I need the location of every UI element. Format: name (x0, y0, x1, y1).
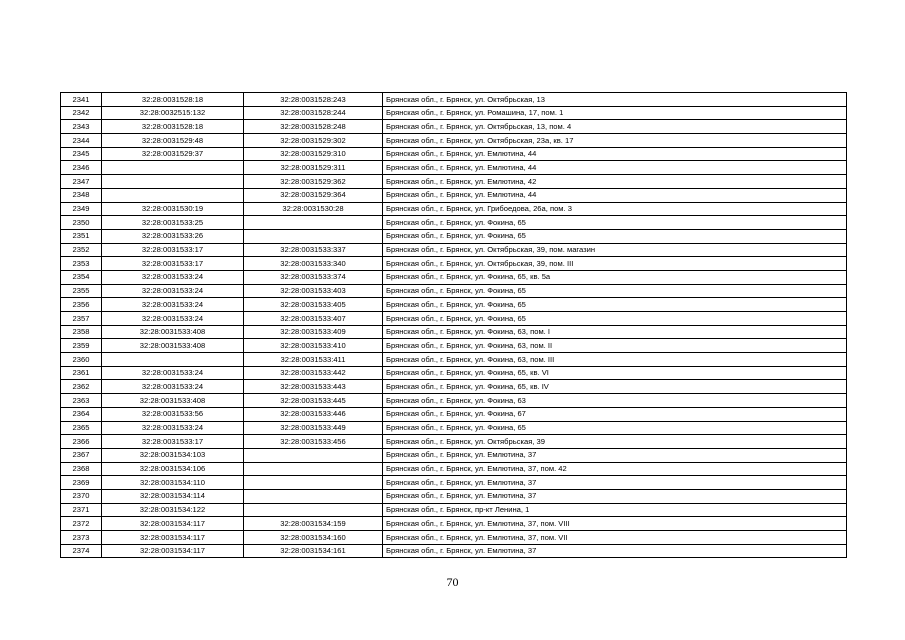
address-cell: Брянская обл., г. Брянск, пр-кт Ленина, 1 (383, 503, 847, 517)
row-number-cell: 2341 (61, 93, 102, 107)
row-number-cell: 2346 (61, 161, 102, 175)
table-row (61, 531, 847, 545)
object-cadastral-number-cell: 32:28:0031533:411 (244, 353, 383, 367)
address-cell: Брянская обл., г. Брянск, ул. Фокина, 65 (383, 216, 847, 230)
table-row (61, 544, 847, 558)
land-cadastral-number-cell: 32:28:0031533:408 (102, 394, 244, 408)
page-number: 70 (446, 575, 459, 589)
address-cell: Брянская обл., г. Брянск, ул. Емлютина, 44 (383, 188, 847, 202)
land-cadastral-number-cell: 32:28:0031534:106 (102, 462, 244, 476)
object-cadastral-number-cell (244, 503, 383, 517)
object-cadastral-number-cell: 32:28:0031528:243 (244, 93, 383, 107)
object-cadastral-number-cell: 32:28:0031533:443 (244, 380, 383, 394)
land-cadastral-number-cell: 32:28:0031533:24 (102, 312, 244, 326)
land-cadastral-number-cell: 32:28:0031534:117 (102, 517, 244, 531)
table-row (61, 353, 847, 367)
object-cadastral-number-cell: 32:28:0031534:160 (244, 531, 383, 545)
object-cadastral-number-cell: 32:28:0031533:409 (244, 325, 383, 339)
object-cadastral-number-cell (244, 216, 383, 230)
table-row (61, 407, 847, 421)
land-cadastral-number-cell: 32:28:0031533:17 (102, 435, 244, 449)
land-cadastral-number-cell: 32:28:0031529:37 (102, 147, 244, 161)
land-cadastral-number-cell: 32:28:0031528:18 (102, 120, 244, 134)
row-number-cell: 2369 (61, 476, 102, 490)
address-cell: Брянская обл., г. Брянск, ул. Емлютина, 42 (383, 175, 847, 189)
object-cadastral-number-cell: 32:28:0031533:407 (244, 312, 383, 326)
table-row (61, 161, 847, 175)
address-cell: Брянская обл., г. Брянск, ул. Октябрьская, 39, пом. магазин (383, 243, 847, 257)
land-cadastral-number-cell: 32:28:0031533:56 (102, 407, 244, 421)
address-cell: Брянская обл., г. Брянск, ул. Фокина, 65, кв. IV (383, 380, 847, 394)
row-number-cell: 2352 (61, 243, 102, 257)
table-row (61, 270, 847, 284)
row-number-cell: 2348 (61, 188, 102, 202)
row-number-cell: 2349 (61, 202, 102, 216)
object-cadastral-number-cell: 32:28:0031529:310 (244, 147, 383, 161)
table-row (61, 216, 847, 230)
row-number-cell: 2368 (61, 462, 102, 476)
land-cadastral-number-cell: 32:28:0031533:24 (102, 380, 244, 394)
object-cadastral-number-cell: 32:28:0031529:362 (244, 175, 383, 189)
object-cadastral-number-cell: 32:28:0031530:28 (244, 202, 383, 216)
table-row (61, 380, 847, 394)
row-number-cell: 2363 (61, 394, 102, 408)
address-cell: Брянская обл., г. Брянск, ул. Фокина, 63 (383, 394, 847, 408)
table-row (61, 366, 847, 380)
land-cadastral-number-cell: 32:28:0031533:17 (102, 243, 244, 257)
table-row (61, 312, 847, 326)
address-cell: Брянская обл., г. Брянск, ул. Фокина, 65, кв. VI (383, 366, 847, 380)
land-cadastral-number-cell: 32:28:0031533:24 (102, 366, 244, 380)
object-cadastral-number-cell (244, 448, 383, 462)
row-number-cell: 2366 (61, 435, 102, 449)
object-cadastral-number-cell: 32:28:0031533:337 (244, 243, 383, 257)
row-number-cell: 2361 (61, 366, 102, 380)
table-row (61, 93, 847, 107)
registry-table (60, 92, 847, 558)
table-row (61, 120, 847, 134)
land-cadastral-number-cell: 32:28:0031534:122 (102, 503, 244, 517)
object-cadastral-number-cell: 32:28:0031528:248 (244, 120, 383, 134)
address-cell: Брянская обл., г. Брянск, ул. Фокина, 65 (383, 229, 847, 243)
land-cadastral-number-cell: 32:28:0031534:117 (102, 544, 244, 558)
row-number-cell: 2351 (61, 229, 102, 243)
table-row (61, 229, 847, 243)
table-row (61, 106, 847, 120)
address-cell: Брянская обл., г. Брянск, ул. Ромашина, 17, пом. 1 (383, 106, 847, 120)
land-cadastral-number-cell: 32:28:0031528:18 (102, 93, 244, 107)
object-cadastral-number-cell: 32:28:0031533:456 (244, 435, 383, 449)
table-row (61, 298, 847, 312)
table-row (61, 448, 847, 462)
table-row (61, 339, 847, 353)
object-cadastral-number-cell: 32:28:0031529:302 (244, 134, 383, 148)
table-row (61, 243, 847, 257)
land-cadastral-number-cell (102, 353, 244, 367)
land-cadastral-number-cell: 32:28:0031533:24 (102, 421, 244, 435)
land-cadastral-number-cell: 32:28:0031530:19 (102, 202, 244, 216)
row-number-cell: 2358 (61, 325, 102, 339)
address-cell: Брянская обл., г. Брянск, ул. Фокина, 65 (383, 298, 847, 312)
table-row (61, 503, 847, 517)
address-cell: Брянская обл., г. Брянск, ул. Октябрьская, 39, пом. III (383, 257, 847, 271)
land-cadastral-number-cell: 32:28:0031533:26 (102, 229, 244, 243)
table-row (61, 147, 847, 161)
object-cadastral-number-cell: 32:28:0031534:159 (244, 517, 383, 531)
object-cadastral-number-cell: 32:28:0031533:405 (244, 298, 383, 312)
table-row (61, 188, 847, 202)
object-cadastral-number-cell: 32:28:0031529:364 (244, 188, 383, 202)
address-cell: Брянская обл., г. Брянск, ул. Октябрьская, 13 (383, 93, 847, 107)
address-cell: Брянская обл., г. Брянск, ул. Октябрьская, 13, пом. 4 (383, 120, 847, 134)
row-number-cell: 2374 (61, 544, 102, 558)
address-cell: Брянская обл., г. Брянск, ул. Фокина, 63, пом. I (383, 325, 847, 339)
table-row (61, 202, 847, 216)
object-cadastral-number-cell (244, 476, 383, 490)
land-cadastral-number-cell: 32:28:0031533:17 (102, 257, 244, 271)
table-row (61, 462, 847, 476)
address-cell: Брянская обл., г. Брянск, ул. Фокина, 67 (383, 407, 847, 421)
table-row (61, 476, 847, 490)
row-number-cell: 2362 (61, 380, 102, 394)
row-number-cell: 2345 (61, 147, 102, 161)
address-cell: Брянская обл., г. Брянск, ул. Емлютина, 44 (383, 147, 847, 161)
land-cadastral-number-cell (102, 161, 244, 175)
address-cell: Брянская обл., г. Брянск, ул. Емлютина, 37 (383, 448, 847, 462)
row-number-cell: 2373 (61, 531, 102, 545)
object-cadastral-number-cell: 32:28:0031533:374 (244, 270, 383, 284)
object-cadastral-number-cell: 32:28:0031533:442 (244, 366, 383, 380)
address-cell: Брянская обл., г. Брянск, ул. Фокина, 63, пом. II (383, 339, 847, 353)
address-cell: Брянская обл., г. Брянск, ул. Фокина, 63, пом. III (383, 353, 847, 367)
address-cell: Брянская обл., г. Брянск, ул. Октябрьская, 23а, кв. 17 (383, 134, 847, 148)
land-cadastral-number-cell: 32:28:0031533:24 (102, 284, 244, 298)
address-cell: Брянская обл., г. Брянск, ул. Емлютина, 37, пом. 42 (383, 462, 847, 476)
table-row (61, 134, 847, 148)
row-number-cell: 2344 (61, 134, 102, 148)
address-cell: Брянская обл., г. Брянск, ул. Фокина, 65 (383, 284, 847, 298)
object-cadastral-number-cell: 32:28:0031528:244 (244, 106, 383, 120)
object-cadastral-number-cell (244, 462, 383, 476)
table-row (61, 325, 847, 339)
row-number-cell: 2350 (61, 216, 102, 230)
object-cadastral-number-cell (244, 489, 383, 503)
land-cadastral-number-cell (102, 175, 244, 189)
address-cell: Брянская обл., г. Брянск, ул. Грибоедова, 26а, пом. 3 (383, 202, 847, 216)
address-cell: Брянская обл., г. Брянск, ул. Емлютина, 37, пом. VIII (383, 517, 847, 531)
object-cadastral-number-cell: 32:28:0031533:449 (244, 421, 383, 435)
table-row (61, 421, 847, 435)
land-cadastral-number-cell: 32:28:0031529:48 (102, 134, 244, 148)
land-cadastral-number-cell: 32:28:0031533:24 (102, 298, 244, 312)
row-number-cell: 2372 (61, 517, 102, 531)
address-cell: Брянская обл., г. Брянск, ул. Емлютина, 37 (383, 489, 847, 503)
object-cadastral-number-cell: 32:28:0031533:446 (244, 407, 383, 421)
land-cadastral-number-cell: 32:28:0031533:24 (102, 270, 244, 284)
land-cadastral-number-cell (102, 188, 244, 202)
address-cell: Брянская обл., г. Брянск, ул. Фокина, 65 (383, 421, 847, 435)
table-row (61, 489, 847, 503)
row-number-cell: 2360 (61, 353, 102, 367)
land-cadastral-number-cell: 32:28:0031533:408 (102, 325, 244, 339)
address-cell: Брянская обл., г. Брянск, ул. Октябрьская, 39 (383, 435, 847, 449)
row-number-cell: 2367 (61, 448, 102, 462)
address-cell: Брянская обл., г. Брянск, ул. Фокина, 65, кв. 5а (383, 270, 847, 284)
object-cadastral-number-cell: 32:28:0031533:403 (244, 284, 383, 298)
row-number-cell: 2365 (61, 421, 102, 435)
land-cadastral-number-cell: 32:28:0031534:110 (102, 476, 244, 490)
row-number-cell: 2370 (61, 489, 102, 503)
land-cadastral-number-cell: 32:28:0032515:132 (102, 106, 244, 120)
row-number-cell: 2347 (61, 175, 102, 189)
address-cell: Брянская обл., г. Брянск, ул. Фокина, 65 (383, 312, 847, 326)
object-cadastral-number-cell: 32:28:0031533:410 (244, 339, 383, 353)
row-number-cell: 2342 (61, 106, 102, 120)
row-number-cell: 2359 (61, 339, 102, 353)
object-cadastral-number-cell: 32:28:0031534:161 (244, 544, 383, 558)
table-row (61, 175, 847, 189)
address-cell: Брянская обл., г. Брянск, ул. Емлютина, 37 (383, 544, 847, 558)
address-cell: Брянская обл., г. Брянск, ул. Емлютина, 37 (383, 476, 847, 490)
table-row (61, 435, 847, 449)
row-number-cell: 2371 (61, 503, 102, 517)
row-number-cell: 2364 (61, 407, 102, 421)
address-cell: Брянская обл., г. Брянск, ул. Емлютина, 44 (383, 161, 847, 175)
address-cell: Брянская обл., г. Брянск, ул. Емлютина, 37, пом. VII (383, 531, 847, 545)
row-number-cell: 2357 (61, 312, 102, 326)
object-cadastral-number-cell: 32:28:0031533:340 (244, 257, 383, 271)
table-row (61, 257, 847, 271)
row-number-cell: 2353 (61, 257, 102, 271)
object-cadastral-number-cell: 32:28:0031529:311 (244, 161, 383, 175)
table-row (61, 517, 847, 531)
row-number-cell: 2343 (61, 120, 102, 134)
land-cadastral-number-cell: 32:28:0031534:114 (102, 489, 244, 503)
land-cadastral-number-cell: 32:28:0031533:25 (102, 216, 244, 230)
table-row (61, 394, 847, 408)
row-number-cell: 2355 (61, 284, 102, 298)
object-cadastral-number-cell: 32:28:0031533:445 (244, 394, 383, 408)
row-number-cell: 2356 (61, 298, 102, 312)
table-row (61, 284, 847, 298)
land-cadastral-number-cell: 32:28:0031534:103 (102, 448, 244, 462)
registry-table-body (61, 93, 847, 558)
land-cadastral-number-cell: 32:28:0031534:117 (102, 531, 244, 545)
row-number-cell: 2354 (61, 270, 102, 284)
land-cadastral-number-cell: 32:28:0031533:408 (102, 339, 244, 353)
object-cadastral-number-cell (244, 229, 383, 243)
